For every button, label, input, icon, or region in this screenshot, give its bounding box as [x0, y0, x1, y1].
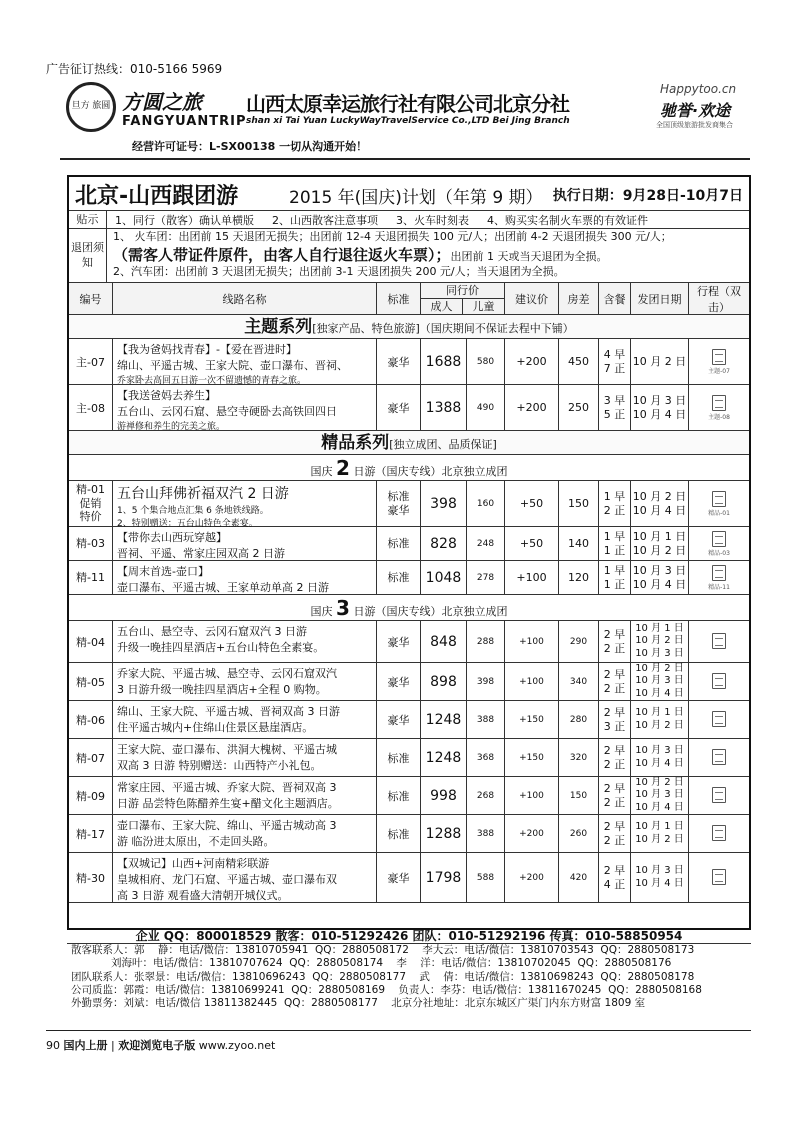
route-name-line: 绵山、平遥古城、王家大院、壶口瀑布、晋祠、	[117, 359, 348, 372]
room-diff: 280	[559, 701, 599, 738]
meal-cell-line: 1 正	[603, 543, 626, 557]
date-cell-line: 10 月 1 日	[635, 707, 684, 718]
three-day-rows	[69, 621, 749, 903]
site-link[interactable]: www.zyoo.net	[198, 1039, 276, 1052]
two-day-rows	[69, 481, 749, 595]
meal-cell	[599, 777, 631, 814]
date-cell-line: 10 月 3 日	[632, 563, 687, 577]
route-note: 2、特别赠送：五台山特色全素宴。	[117, 519, 258, 529]
route-name-line: 双高 3 日游 特别赠送：山西特产小礼包。	[117, 759, 322, 772]
col-peer-price: 同行价 成人 儿童	[421, 283, 505, 314]
standard-cell: 豪华	[377, 385, 421, 430]
route-code: 精-30	[69, 853, 113, 902]
route-code: 精-04	[69, 621, 113, 662]
room-diff: 250	[559, 385, 599, 430]
route-name	[113, 385, 377, 430]
date-cell	[631, 385, 689, 430]
child-price: 368	[467, 739, 505, 776]
standard-cell-line: 标准	[387, 489, 410, 503]
route-name	[113, 663, 377, 700]
date-cell-line: 10 月 2 日	[635, 719, 684, 731]
meal-cell-line: 2 正	[603, 503, 626, 517]
route-name-line: 乔家大院、平遥古城、悬空寺、云冈石窟双汽	[117, 667, 337, 680]
itinerary-cell[interactable]	[689, 739, 749, 776]
route-name-line: 升级一晚挂四星酒店+五台山特色全素宴。	[117, 641, 325, 654]
child-price: 388	[467, 815, 505, 852]
date-cell-line: 10 月 1 日	[632, 529, 687, 543]
standard-cell	[377, 527, 421, 560]
standard-cell: 标准	[377, 739, 421, 776]
table-row	[69, 561, 749, 595]
room-diff: 150	[559, 777, 599, 814]
contact-row: 刘海叶：电话/微信：13810707624 QQ：2880508174 李 洋：电话/微信：13810702045 QQ：2880508176	[71, 957, 672, 970]
date-cell-line: 10 月 3 日	[635, 675, 684, 687]
document-icon[interactable]	[712, 395, 726, 411]
table-row	[69, 339, 749, 385]
partner-subtitle: 全国顶级旅游批发商集合	[656, 121, 733, 129]
standard-cell: 豪华	[377, 853, 421, 902]
table-header	[69, 283, 749, 315]
sub-section-2day: 国庆 2 日游（国庆专线）北京独立成团	[69, 455, 749, 481]
col-room-diff: 房差	[559, 283, 599, 314]
itinerary-cell[interactable]	[689, 815, 749, 852]
itinerary-cell[interactable]	[689, 853, 749, 902]
route-code: 主-08	[69, 385, 113, 430]
route-name	[113, 739, 377, 776]
section-elite: 精品系列[独立成团、品质保证]	[69, 431, 749, 455]
company-name-en: shan xi Tai Yuan LuckyWayTravelService Co.,LTD Bei Jing Branch	[246, 116, 570, 126]
route-name	[113, 815, 377, 852]
document-icon[interactable]	[712, 711, 726, 727]
date-cell-line: 10 月 4 日	[635, 801, 684, 813]
route-code-line: 精-03	[76, 536, 105, 550]
room-diff: 450	[559, 339, 599, 384]
room-diff: 150	[559, 481, 599, 526]
route-code-line: 促销	[79, 496, 102, 510]
date-cell-line: 10 月 2 日	[635, 662, 684, 674]
itinerary-cell[interactable]	[689, 701, 749, 738]
date-cell-line: 10 月 4 日	[635, 877, 684, 889]
partner-logo-cn: 驰誉·欢途	[660, 101, 731, 120]
sub-section-3day: 国庆 3 日游（国庆专线）北京独立成团	[69, 595, 749, 621]
child-price: 278	[467, 561, 505, 594]
route-code-line: 精-01	[76, 482, 105, 496]
meal-cell	[599, 815, 631, 852]
standard-cell	[377, 481, 421, 526]
date-cell-line: 10 月 2 日	[635, 776, 684, 788]
adult-price: 398	[421, 481, 467, 526]
date-cell	[631, 739, 689, 776]
meal-cell-line: 1 早	[603, 563, 626, 577]
table-row	[69, 853, 749, 903]
table-row	[69, 701, 749, 739]
standard-cell: 标准	[377, 777, 421, 814]
room-diff: 340	[559, 663, 599, 700]
route-name-line: 【带你去山西玩穿越】	[117, 531, 227, 544]
route-name	[113, 481, 377, 529]
document-icon[interactable]	[712, 825, 726, 841]
date-cell-line: 10 月 1 日	[635, 821, 684, 832]
adult-price: 998	[421, 777, 467, 814]
itinerary-cell[interactable]	[689, 561, 749, 594]
standard-cell-line: 豪华	[387, 503, 410, 517]
route-note: 乔家卧去高回五日游一次不留遗憾的青春之旅。	[117, 376, 307, 386]
route-name-line: 五台山拜佛祈福双汽 2 日游	[117, 486, 289, 502]
child-price: 160	[467, 481, 505, 526]
suggest-price: +200	[505, 339, 559, 384]
suggest-price: +100	[505, 621, 559, 662]
date-cell-line: 10 月 2 日	[635, 635, 684, 647]
standard-cell	[377, 561, 421, 594]
col-adult: 成人	[421, 299, 463, 314]
meal-cell-line: 2 早	[603, 743, 626, 757]
date-cell	[631, 663, 689, 700]
child-price: 388	[467, 701, 505, 738]
document-icon[interactable]	[712, 749, 726, 765]
license-number: 经营许可证号：L-SX00138 一切从沟通开始！	[132, 140, 368, 153]
child-price: 268	[467, 777, 505, 814]
suggest-price: +150	[505, 739, 559, 776]
date-cell	[631, 339, 689, 384]
standard-cell: 豪华	[377, 663, 421, 700]
adult-price: 1388	[421, 385, 467, 430]
refund-line-2: （需客人带证件原件，由客人自行退往返火车票）；出团前 1 天或当天退团为全损。	[113, 245, 608, 264]
itinerary-cell[interactable]	[689, 621, 749, 662]
refund-line-train: 1、 火车团：出团前 15 天退团无损失；出团前 12-4 天退团损失 100 元/人；出团前 4-2 天退团损失 300 元/人；	[113, 230, 672, 243]
date-cell	[631, 561, 689, 594]
date-cell	[631, 777, 689, 814]
company-name-cn: 山西太原幸运旅行社有限公司北京分社	[246, 92, 569, 116]
route-name	[113, 561, 377, 594]
date-cell-line: 10 月 2 日	[635, 833, 684, 845]
room-diff: 140	[559, 527, 599, 560]
meal-cell-line: 1 早	[603, 489, 626, 503]
meal-cell-line: 1 正	[603, 577, 626, 591]
col-name: 线路名称	[113, 283, 377, 314]
col-child: 儿童	[472, 300, 495, 313]
route-name-line: 高 3 日游 观看盛大清朝开城仪式。	[117, 889, 289, 902]
meal-cell	[599, 853, 631, 902]
col-itinerary: 行程（双击）	[697, 284, 741, 314]
route-code: 精-07	[69, 739, 113, 776]
room-diff: 120	[559, 561, 599, 594]
document-icon[interactable]	[712, 349, 726, 365]
meal-cell-line: 4 正	[603, 877, 626, 891]
meal-cell	[599, 561, 631, 594]
adult-price: 1248	[421, 739, 467, 776]
refund-line-bus: 2、汽车团：出团前 3 天退团无损失；出团前 3-1 天退团损失 200 元/人；当天退团为全损。	[113, 265, 565, 279]
route-name	[113, 777, 377, 814]
date-cell	[631, 527, 689, 560]
meal-cell-line: 4 早	[603, 347, 626, 361]
itinerary-cell[interactable]	[689, 339, 749, 384]
date-cell	[631, 621, 689, 662]
theme-rows	[69, 339, 749, 431]
date-cell-line: 10 月 3 日	[632, 393, 687, 407]
contact-footer	[67, 928, 751, 1010]
standard-cell-line: 标准	[387, 536, 410, 550]
route-code	[69, 481, 113, 526]
itinerary-label: 主题-08	[708, 413, 730, 421]
col-date: 发团日期	[631, 283, 689, 314]
route-note: 游禅修和养生的完美之旅。	[117, 422, 226, 432]
route-code	[69, 527, 113, 560]
itinerary-cell[interactable]	[689, 481, 749, 526]
route-name-line: 常家庄园、平遥古城、乔家大院、晋祠双高 3	[117, 781, 337, 794]
tour-plan-table	[67, 175, 751, 930]
date-cell-line: 10 月 1 日	[635, 622, 684, 634]
section-theme: 主题系列[独家产品、特色旅游]（国庆期间不保证去程中下铺）	[69, 315, 749, 339]
suggest-price: +100	[505, 663, 559, 700]
document-icon[interactable]	[712, 565, 726, 581]
table-row	[69, 815, 749, 853]
contact-row: 团队联系人：张翠景：电话/微信：13810696243 QQ：2880508177 武 倩：电话/微信：13810698243 QQ：2880508178	[71, 970, 695, 983]
route-code: 精-05	[69, 663, 113, 700]
route-name	[113, 621, 377, 662]
meal-cell-line: 2 正	[603, 641, 626, 655]
route-code: 主-07	[69, 339, 113, 384]
date-cell	[631, 853, 689, 902]
contact-row: 散客联系人：郭 静：电话/微信：13810705941 QQ：2880508172 李大云：电话/微信：13810703543 QQ：2880508173	[71, 944, 695, 956]
suggest-price: +200	[505, 815, 559, 852]
plan-year: 2015 年(国庆)计划（年第 9 期）	[289, 188, 543, 208]
notice-link-confirm[interactable]: 1、同行（散客）确认单横版	[115, 213, 254, 227]
notice-link-train-schedule[interactable]: 3、火车时刻表	[396, 213, 469, 227]
refund-body	[107, 229, 678, 282]
table-row	[69, 527, 749, 561]
suggest-price: +200	[505, 853, 559, 902]
date-cell-line: 10 月 3 日	[635, 865, 684, 876]
room-diff: 420	[559, 853, 599, 902]
standard-cell: 标准	[377, 815, 421, 852]
route-code	[69, 561, 113, 594]
notice-links	[107, 212, 648, 228]
notice-link-precautions[interactable]: 2、山西散客注意事项	[272, 213, 378, 227]
partner-logo-en: Happytoo.cn	[660, 82, 737, 96]
route-name-line: 日游 品尝特色陈醋养生宴+醋文化主题酒店。	[117, 797, 339, 810]
adult-price: 1798	[421, 853, 467, 902]
meal-cell-line: 5 正	[603, 407, 626, 421]
meal-cell	[599, 527, 631, 560]
itinerary-cell[interactable]	[689, 527, 749, 560]
document-icon[interactable]	[712, 869, 726, 885]
route-name-line: 皇城相府、龙门石窟、平遥古城、壶口瀑布双	[117, 873, 337, 886]
meal-cell-line: 2 正	[603, 795, 626, 809]
col-standard: 标准	[377, 283, 421, 314]
standard-cell: 豪华	[377, 339, 421, 384]
date-cell-line: 10 月 3 日	[635, 647, 684, 659]
page-number: 90	[46, 1039, 60, 1052]
route-name-line: 五台山、悬空寺、云冈石窟双汽 3 日游	[117, 625, 307, 638]
col-suggest: 建议价	[505, 283, 559, 314]
brand-name-cn: 方圆之旅	[122, 90, 202, 114]
route-name-line: 王家大院、壶口瀑布、洪洞大槐树、平遥古城	[117, 743, 337, 756]
table-row	[69, 385, 749, 431]
meal-cell-line: 1 早	[603, 529, 626, 543]
child-price: 248	[467, 527, 505, 560]
date-cell	[631, 815, 689, 852]
document-icon[interactable]	[712, 673, 726, 689]
standard-cell-line: 标准	[387, 570, 410, 584]
suggest-price: +200	[505, 385, 559, 430]
adult-price: 898	[421, 663, 467, 700]
suggest-price: +100	[505, 777, 559, 814]
route-name-line: 【周末首选-壶口】	[117, 565, 209, 578]
route-name-line: 住平遥古城内+住绵山住景区悬崖酒店。	[117, 721, 314, 734]
date-cell-line: 10 月 4 日	[635, 687, 684, 699]
route-name	[113, 339, 377, 384]
child-price: 588	[467, 853, 505, 902]
table-row	[69, 621, 749, 663]
page-footer: 90 国内上册 | 欢迎浏览电子版 www.zyoo.net	[46, 1039, 276, 1052]
meal-cell	[599, 481, 631, 526]
meal-cell-line: 2 早	[603, 781, 626, 795]
route-name-line: 晋祠、平遥、常家庄园双高 2 日游	[117, 547, 285, 560]
room-diff: 260	[559, 815, 599, 852]
adult-price: 1048	[421, 561, 467, 594]
route-name	[113, 853, 377, 902]
refund-label: 退团须知	[69, 229, 107, 282]
route-name-line: 绵山、王家大院、平遥古城、晋祠双高 3 日游	[117, 705, 340, 718]
document-icon[interactable]	[712, 491, 726, 507]
contact-headline: 企业 QQ：800018529 散客：010-51292426 团队：010-51292196 传真：010-58850954	[67, 928, 751, 944]
meal-cell-line: 2 正	[603, 833, 626, 847]
child-price: 580	[467, 339, 505, 384]
suggest-price: +100	[505, 561, 559, 594]
meal-cell-line: 3 正	[603, 719, 626, 733]
meal-cell	[599, 621, 631, 662]
adult-price: 1248	[421, 701, 467, 738]
meal-cell-line: 2 早	[603, 863, 626, 877]
notice-link-id-docs[interactable]: 4、购买实名制火车票的有效证件	[487, 213, 648, 227]
date-cell-line: 10 月 4 日	[632, 577, 687, 591]
date-cell-line: 10 月 3 日	[635, 789, 684, 801]
ad-hotline: 广告征订热线：010-5166 5969	[46, 62, 223, 76]
route-name	[113, 701, 377, 738]
itinerary-label: 精品-11	[708, 583, 730, 591]
date-cell-line: 10 月 4 日	[632, 503, 687, 517]
table-row	[69, 777, 749, 815]
meal-cell	[599, 339, 631, 384]
route-name-line: 【我为爸妈找青春】-【爱在晋进时】	[117, 343, 297, 356]
route-name-line: 【我送爸妈去养生】	[117, 389, 216, 402]
date-cell-line: 10 月 2 日	[632, 354, 687, 368]
standard-cell: 豪华	[377, 701, 421, 738]
page-section: 国内上册	[63, 1039, 108, 1052]
route-name-line: 游 临汾进太原出，不走回头路。	[117, 835, 275, 848]
adult-price: 828	[421, 527, 467, 560]
meal-cell-line: 2 正	[603, 757, 626, 771]
route-code: 精-09	[69, 777, 113, 814]
room-diff: 290	[559, 621, 599, 662]
itinerary-cell[interactable]	[689, 663, 749, 700]
table-row	[69, 481, 749, 527]
itinerary-label: 精品-01	[708, 509, 730, 517]
meal-cell-line: 3 早	[603, 393, 626, 407]
meal-cell	[599, 701, 631, 738]
notice-label: 贴示	[69, 211, 107, 228]
page-footer-divider	[46, 1030, 751, 1031]
table-row	[69, 739, 749, 777]
route-name	[113, 527, 377, 560]
route-name-line: 五台山、云冈石窟、悬空寺硬卧去高铁回四日	[117, 405, 337, 418]
table-row	[69, 663, 749, 701]
notice-row	[69, 211, 749, 229]
meal-cell-line: 2 早	[603, 627, 626, 641]
route-code: 精-17	[69, 815, 113, 852]
plan-title-row	[69, 177, 749, 211]
date-cell-line: 10 月 4 日	[632, 407, 687, 421]
document-icon[interactable]	[712, 531, 726, 547]
page-tagline: 欢迎浏览电子版	[118, 1039, 196, 1052]
header-divider	[60, 158, 750, 160]
child-price: 490	[467, 385, 505, 430]
itinerary-cell[interactable]	[689, 385, 749, 430]
date-cell	[631, 701, 689, 738]
itinerary-cell[interactable]	[689, 777, 749, 814]
col-code: 编号	[69, 283, 113, 314]
route-name-line: 壶口瀑布、平遥古城、王家单动单高 2 日游	[117, 581, 329, 594]
plan-title: 北京-山西跟团游	[75, 184, 239, 209]
brand-name-en: FANGYUANTRIP	[122, 114, 247, 129]
route-name-line: 【双城记】山西+河南精彩联游	[117, 857, 270, 870]
standard-cell: 豪华	[377, 621, 421, 662]
meal-cell-line: 7 正	[603, 361, 626, 375]
meal-cell-line: 2 早	[603, 705, 626, 719]
contact-row: 外勤票务：刘斌：电话/微信 13811382445 QQ：2880508177 北京分社地址：北京东城区广渠门内东方财富 1809 室	[71, 997, 646, 1010]
document-icon[interactable]	[712, 787, 726, 803]
route-name-line: 3 日游升级一晚挂四星酒店+全程 0 购物。	[117, 683, 327, 696]
meal-cell-line: 2 早	[603, 819, 626, 833]
date-cell-line: 10 月 3 日	[635, 745, 684, 756]
meal-cell	[599, 739, 631, 776]
route-code-line: 特价	[79, 510, 102, 524]
date-cell-line: 10 月 2 日	[632, 543, 687, 557]
contact-row: 公司质监：郭霞：电话/微信：13810699241 QQ：2880508169 负责人：李芬：电话/微信：13811670245 QQ：2880508168	[71, 983, 702, 996]
meal-cell	[599, 663, 631, 700]
meal-cell-line: 2 正	[603, 681, 626, 695]
itinerary-label: 主题-07	[708, 367, 730, 375]
document-icon[interactable]	[712, 633, 726, 649]
fangyuan-logo: 旦方 旅圆	[66, 82, 116, 132]
meal-cell	[599, 385, 631, 430]
adult-price: 848	[421, 621, 467, 662]
route-code-line: 精-11	[76, 570, 105, 584]
child-price: 398	[467, 663, 505, 700]
date-cell-line: 10 月 2 日	[632, 489, 687, 503]
suggest-price: +50	[505, 527, 559, 560]
suggest-price: +150	[505, 701, 559, 738]
adult-price: 1688	[421, 339, 467, 384]
route-code: 精-06	[69, 701, 113, 738]
child-price: 288	[467, 621, 505, 662]
date-cell	[631, 481, 689, 526]
exec-date: 执行日期：9月28日-10月7日	[552, 188, 743, 204]
col-meal: 含餐	[599, 283, 631, 314]
brand-header	[60, 78, 750, 158]
route-name-line: 壶口瀑布、王家大院、绵山、平遥古城动高 3	[117, 819, 337, 832]
route-name-line: 1、5 个集合地点汇集 6 条地铁线路。	[117, 506, 269, 516]
suggest-price: +50	[505, 481, 559, 526]
itinerary-label: 精品-03	[708, 549, 730, 557]
adult-price: 1288	[421, 815, 467, 852]
room-diff: 320	[559, 739, 599, 776]
refund-policy-row	[69, 229, 749, 283]
meal-cell-line: 2 早	[603, 667, 626, 681]
date-cell-line: 10 月 4 日	[635, 757, 684, 769]
